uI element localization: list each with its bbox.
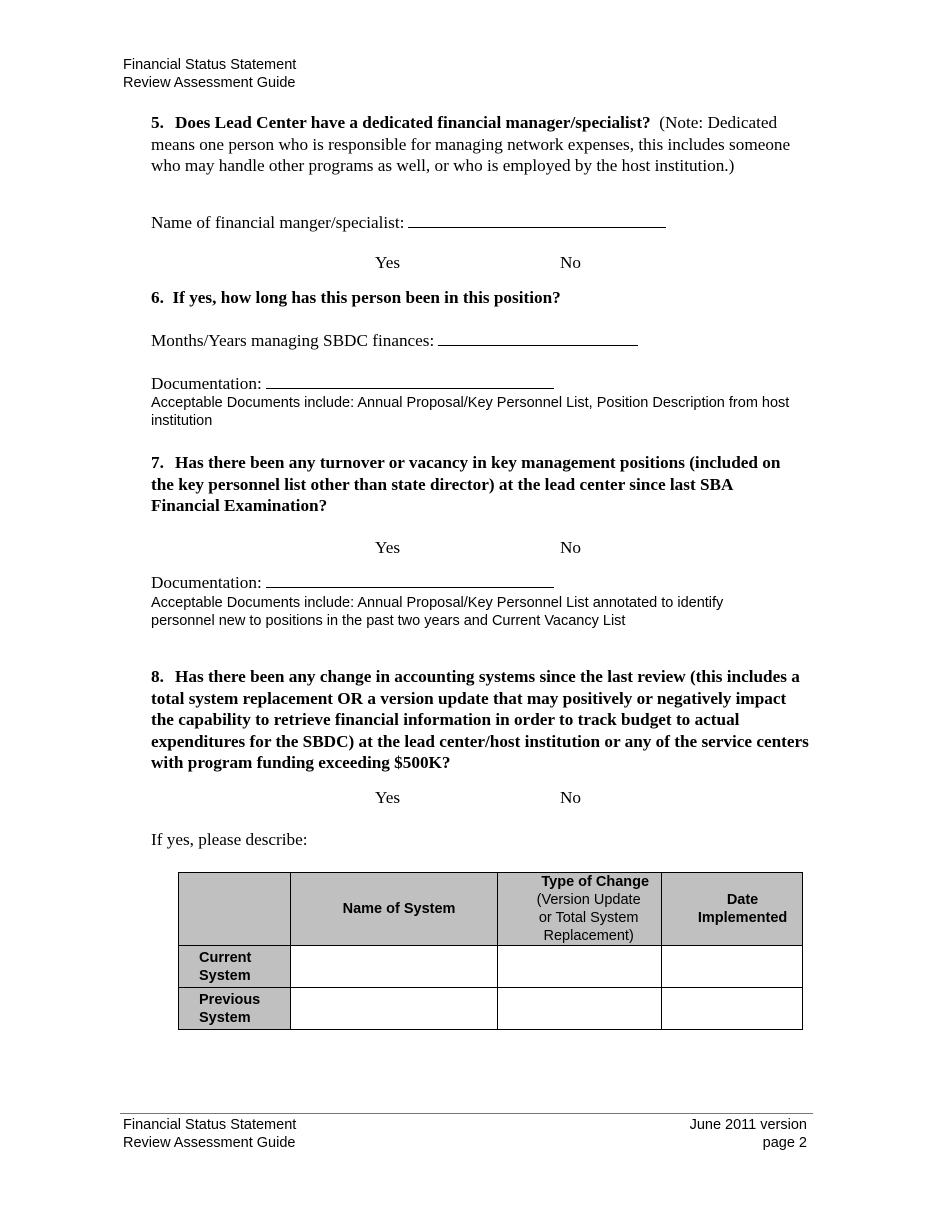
- question-6-number: 6.: [151, 288, 164, 307]
- header-title-line2: Review Assessment Guide: [123, 75, 296, 91]
- months-years-field[interactable]: [438, 330, 638, 346]
- question-6-documentation-field[interactable]: [266, 373, 554, 389]
- table-header-type-of-change: [498, 873, 662, 946]
- accounting-systems-table: [178, 872, 803, 1030]
- question-8-number: 8.: [151, 667, 164, 686]
- question-7-documentation-field[interactable]: [266, 572, 554, 588]
- question-6-documentation-row: [151, 373, 554, 394]
- previous-system-date-cell[interactable]: [662, 988, 803, 1030]
- question-6-documentation-label: Documentation:: [151, 374, 262, 393]
- question-8: [151, 666, 809, 774]
- table-header-row: [179, 873, 803, 946]
- financial-manager-name-field[interactable]: [408, 212, 666, 228]
- question-7-no-option[interactable]: No: [560, 538, 582, 557]
- table-header-type-of-change-subtitle: (Version Update or Total System Replacement): [536, 892, 641, 944]
- previous-system-name-cell[interactable]: [290, 988, 497, 1030]
- table-row: [179, 946, 803, 988]
- months-years-row: [151, 330, 638, 351]
- if-yes-describe-label: If yes, please describe:: [151, 830, 308, 849]
- question-5-yes-option[interactable]: Yes: [375, 253, 401, 272]
- table-header-date-implemented: Date Implemented: [662, 873, 803, 946]
- table-row-label-current-system: Current System: [179, 946, 291, 988]
- question-7-documentation-row: [151, 572, 554, 593]
- table-row: [179, 988, 803, 1030]
- question-7-documentation-label: Documentation:: [151, 573, 262, 592]
- question-6-text: If yes, how long has this person been in this position?: [172, 288, 561, 307]
- header-title-line1: Financial Status Statement: [123, 57, 297, 73]
- footer-page-number: page 2: [762, 1135, 807, 1151]
- question-5-text: Does Lead Center have a dedicated financial manager/specialist?: [175, 113, 651, 132]
- footer-divider: [120, 1113, 813, 1114]
- question-5-number: 5.: [151, 113, 164, 132]
- financial-manager-name-row: [151, 212, 666, 233]
- question-7-number: 7.: [151, 453, 164, 472]
- footer-version: June 2011 version: [689, 1117, 807, 1133]
- previous-system-type-cell[interactable]: [498, 988, 662, 1030]
- months-years-label: Months/Years managing SBDC finances:: [151, 331, 435, 350]
- question-7-acceptable-documents: Acceptable Documents include: Annual Proposal/Key Personnel List annotated to identify personnel new to positions in the past two years and Current Vacancy List: [151, 595, 724, 629]
- question-8-yes-option[interactable]: Yes: [375, 788, 401, 807]
- table-header-type-of-change-title: Type of Change: [541, 874, 650, 890]
- current-system-type-cell[interactable]: [498, 946, 662, 988]
- question-5: [151, 112, 811, 177]
- question-7: [151, 452, 791, 517]
- financial-manager-name-label: Name of financial manger/specialist:: [151, 213, 405, 232]
- current-system-date-cell[interactable]: [662, 946, 803, 988]
- page-header: [123, 56, 296, 92]
- footer-title-line1: Financial Status Statement: [123, 1117, 297, 1133]
- table-header-name-of-system: Name of System: [290, 873, 497, 946]
- footer-right: [690, 1116, 807, 1152]
- footer-title-line2: Review Assessment Guide: [123, 1135, 296, 1151]
- question-6: [151, 287, 811, 309]
- question-8-text: Has there been any change in accounting systems since the last review (this includes a total system replacement OR a version update that may positively or negatively impact the capability to retrieve financial information in order to track budget to actual expenditures for the SBDC) at the lead center/host institution or any of the service centers with program funding exceeding $500K?: [151, 667, 809, 772]
- table-header-blank: [179, 873, 291, 946]
- question-7-yes-option[interactable]: Yes: [375, 538, 401, 557]
- question-8-no-option[interactable]: No: [560, 788, 582, 807]
- question-7-text: Has there been any turnover or vacancy in key management positions (included on the key personnel list other than state director) at the lead center since last SBA Financial Examination?: [151, 453, 781, 515]
- footer-left: [123, 1116, 296, 1152]
- question-5-note: (Note: Dedicated means one person who is responsible for managing network expenses, this includes someone who may handle other programs as well, or who is employed by the host institution.): [151, 113, 791, 175]
- question-6-acceptable-documents: Acceptable Documents include: Annual Proposal/Key Personnel List, Position Description from host institution: [151, 395, 790, 429]
- current-system-name-cell[interactable]: [290, 946, 497, 988]
- question-5-no-option[interactable]: No: [560, 253, 582, 272]
- table-row-label-previous-system: Previous System: [179, 988, 291, 1030]
